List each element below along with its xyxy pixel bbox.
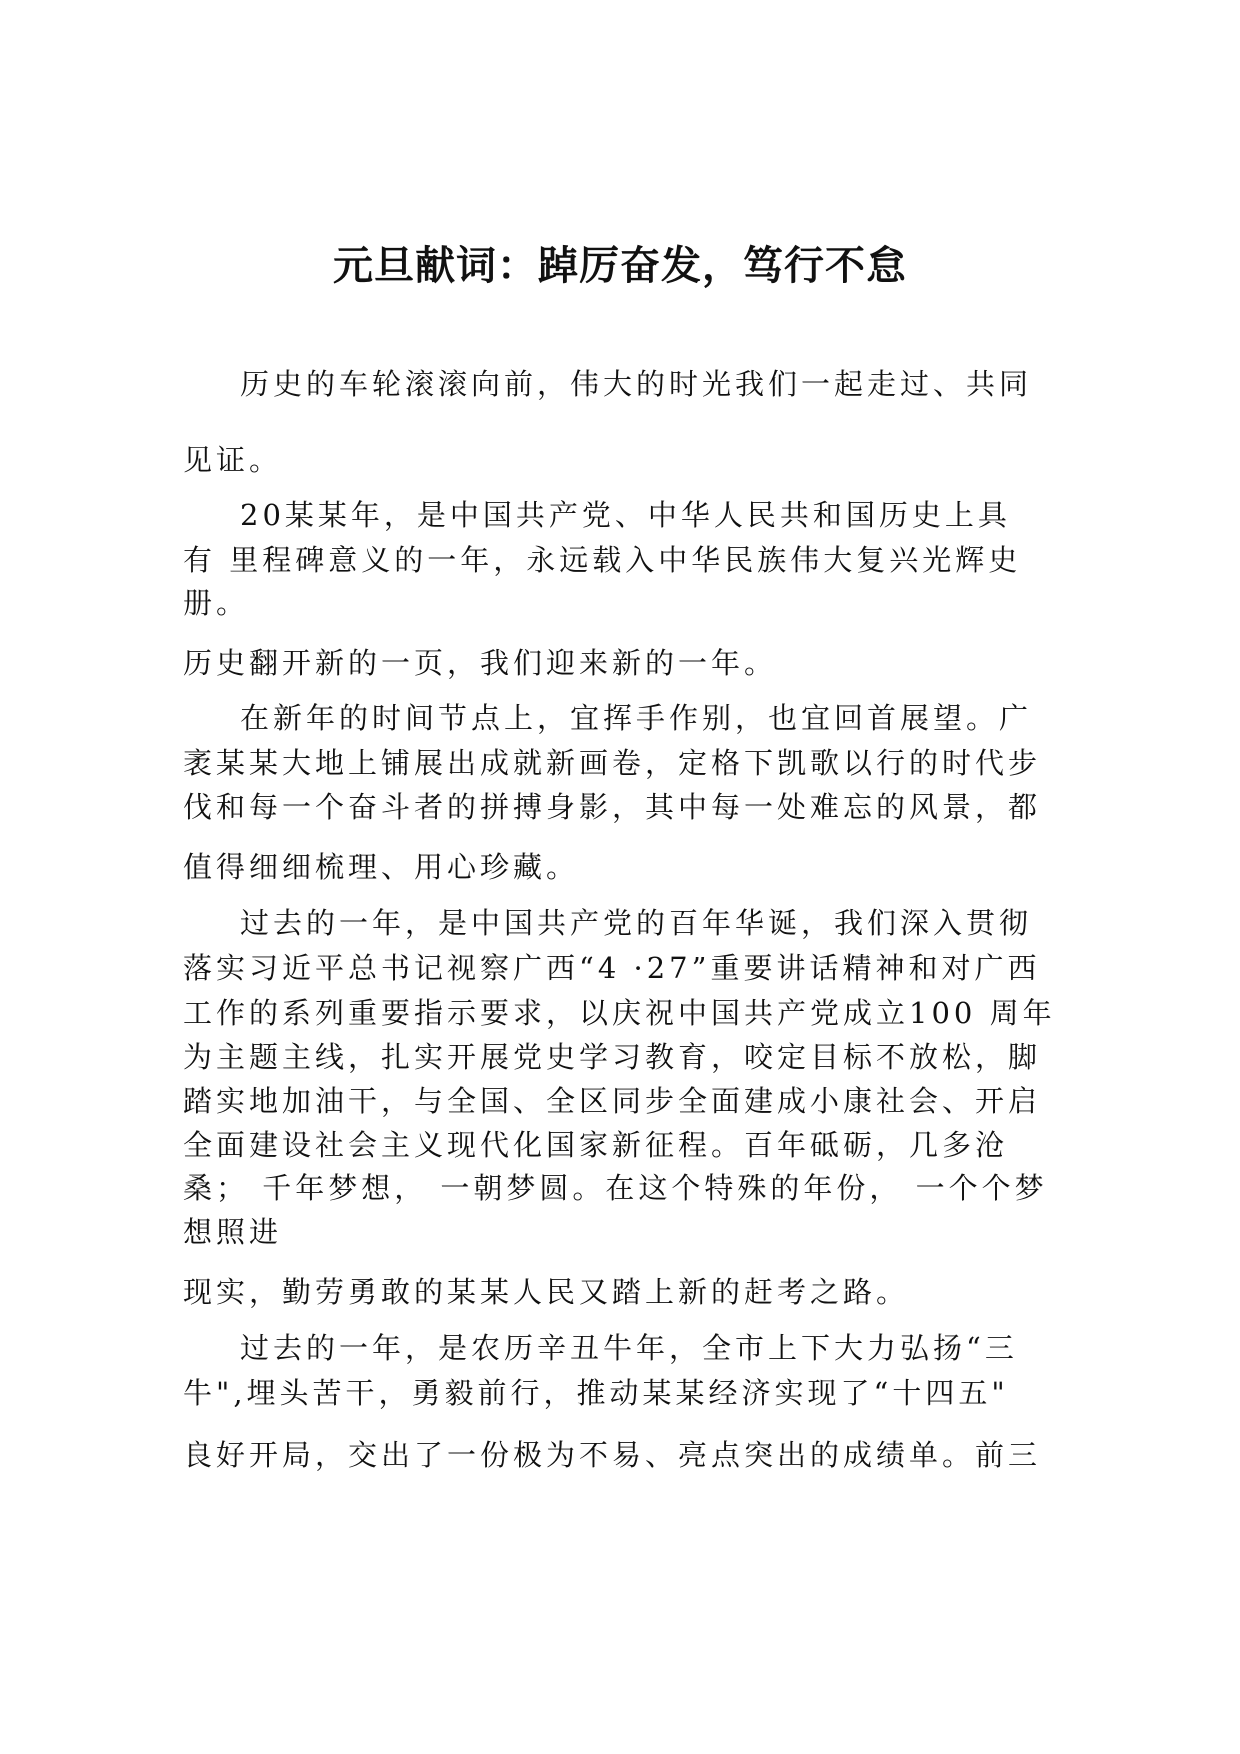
text-line: 见证。 — [183, 443, 283, 477]
text-line: 过去的一年，是中国共产党的百年华诞，我们深入贯彻 — [240, 906, 1033, 940]
text-line: 为主题主线，扎实开展党史学习教育，咬定目标不放松，脚 — [183, 1040, 1042, 1074]
text-line: 袤某某大地上铺展出成就新画卷，定格下凯歌以行的时代步 — [183, 746, 1042, 780]
text-line: 历史的车轮滚滚向前，伟大的时光我们一起走过、共同 — [240, 367, 1033, 401]
text-line: 册。 — [183, 586, 250, 620]
text-line: 有 里程碑意义的一年，永远载入中华民族伟大复兴光辉史 — [183, 543, 1022, 577]
text-line: 工作的系列重要指示要求，以庆祝中国共产党成立100 周年 — [183, 996, 1056, 1030]
text-line: 良好开局，交出了一份极为不易、亮点突出的成绩单。前三 — [183, 1438, 1042, 1472]
text-line: 想照进 — [183, 1215, 283, 1249]
text-line: 落实习近平总书记视察广西“4 ·27”重要讲话精神和对广西 — [183, 951, 1041, 985]
text-line: 值得细细梳理、用心珍藏。 — [183, 850, 580, 884]
text-line: 历史翻开新的一页，我们迎来新的一年。 — [183, 646, 778, 680]
text-line: 现实，勤劳勇敢的某某人民又踏上新的赶考之路。 — [183, 1275, 910, 1309]
text-line: 踏实地加油干，与全国、全区同步全面建成小康社会、开启 — [183, 1084, 1042, 1118]
text-line: 牛",埋头苦干，勇毅前行，推动某某经济实现了“十四五" — [183, 1376, 1009, 1410]
document-title: 元旦献词：踔厉奋发，笃行不怠 — [333, 243, 907, 289]
text-line: 伐和每一个奋斗者的拼搏身影，其中每一处难忘的风景，都 — [183, 790, 1042, 824]
text-line: 全面建设社会主义现代化国家新征程。百年砥砺，几多沧 — [183, 1128, 1009, 1162]
text-line: 20某某年，是中国共产党、中华人民共和国历史上具 — [240, 498, 1011, 532]
text-line: 桑； 千年梦想， 一朝梦圆。在这个特殊的年份， 一个个梦 — [183, 1171, 1048, 1205]
text-line: 过去的一年，是农历辛丑牛年，全市上下大力弘扬“三 — [240, 1331, 1018, 1365]
text-line: 在新年的时间节点上，宜挥手作别，也宜回首展望。广 — [240, 701, 1033, 735]
